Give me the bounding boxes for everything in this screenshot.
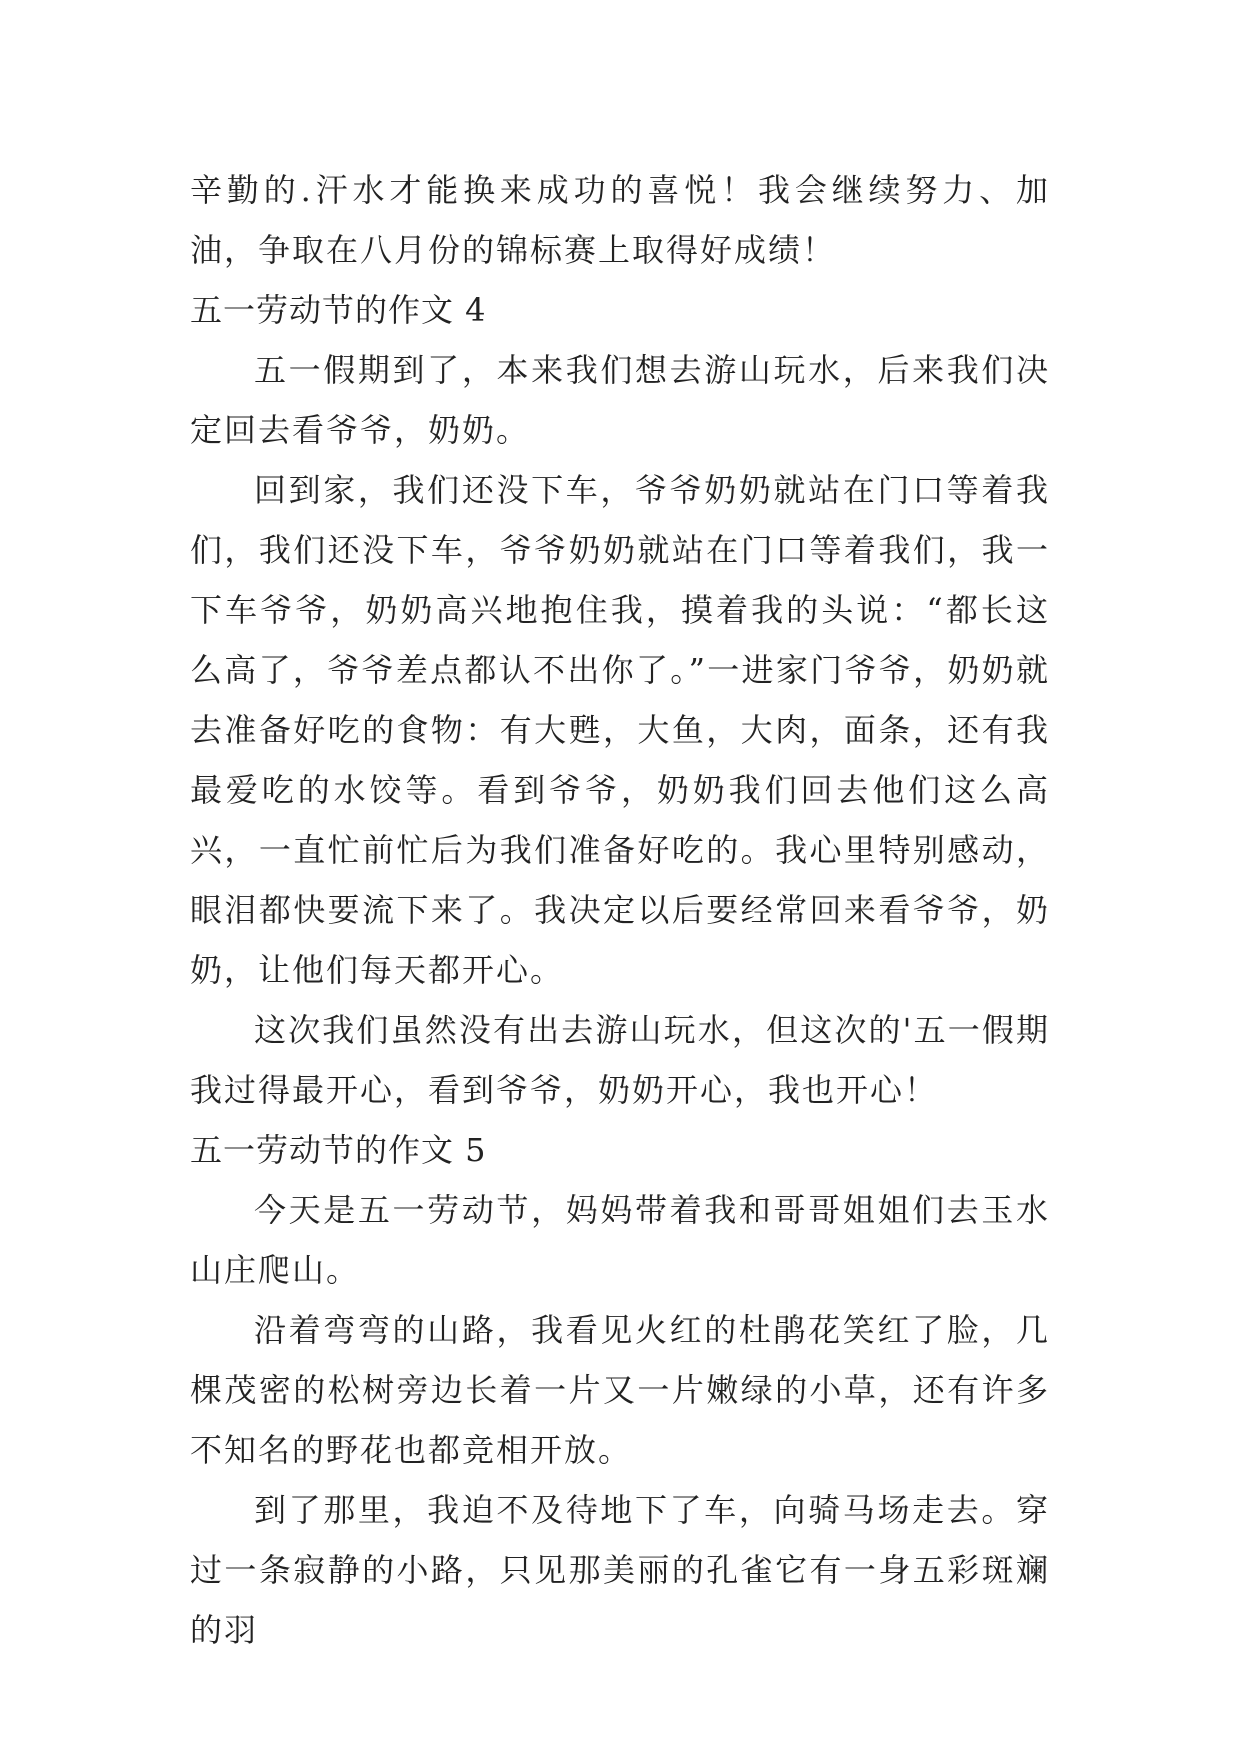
paragraph: 今天是五一劳动节，妈妈带着我和哥哥姐姐们去玉水山庄爬山。 bbox=[190, 1191, 1050, 1289]
paragraph: 五一假期到了，本来我们想去游山玩水，后来我们决定回去看爷爷，奶奶。 bbox=[190, 351, 1050, 449]
paragraph-continuation: 辛勤的.汗水才能换来成功的喜悦！我会继续努力、加油，争取在八月份的锦标赛上取得好成绩！ bbox=[190, 171, 1050, 269]
paragraph: 沿着弯弯的山路，我看见火红的杜鹃花笑红了脸，几棵茂密的松树旁边长着一片又一片嫩绿的小草，还有许多不知名的野花也都竞相开放。 bbox=[190, 1311, 1050, 1469]
paragraph: 这次我们虽然没有出去游山玩水，但这次的'五一假期我过得最开心，看到爷爷，奶奶开心，我也开心！ bbox=[190, 1011, 1050, 1109]
paragraph: 回到家，我们还没下车，爷爷奶奶就站在门口等着我们，我们还没下车，爷爷奶奶就站在门口等着我们，我一下车爷爷，奶奶高兴地抱住我，摸着我的头说：“都长这么高了，爷爷差点都认不出你了。”一进家门爷爷，奶奶就去准备好吃的食物：有大甦，大鱼，大肉，面条，还有我最爱吃的水饺等。看到爷爷，奶奶我们回去他们这么高兴，一直忙前忙后为我们准备好吃的。我心里特别感动，眼泪都快要流下来了。我决定以后要经常回来看爷爷，奶奶，让他们每天都开心。 bbox=[190, 471, 1050, 989]
document-body bbox=[190, 160, 1050, 1660]
paragraph: 到了那里，我迫不及待地下了车，向骑马场走去。穿过一条寂静的小路，只见那美丽的孔雀它有一身五彩斑斓的羽 bbox=[190, 1491, 1050, 1649]
section-heading-4: 五一劳动节的作文 4 bbox=[190, 291, 487, 329]
section-heading-5: 五一劳动节的作文 5 bbox=[190, 1131, 487, 1169]
